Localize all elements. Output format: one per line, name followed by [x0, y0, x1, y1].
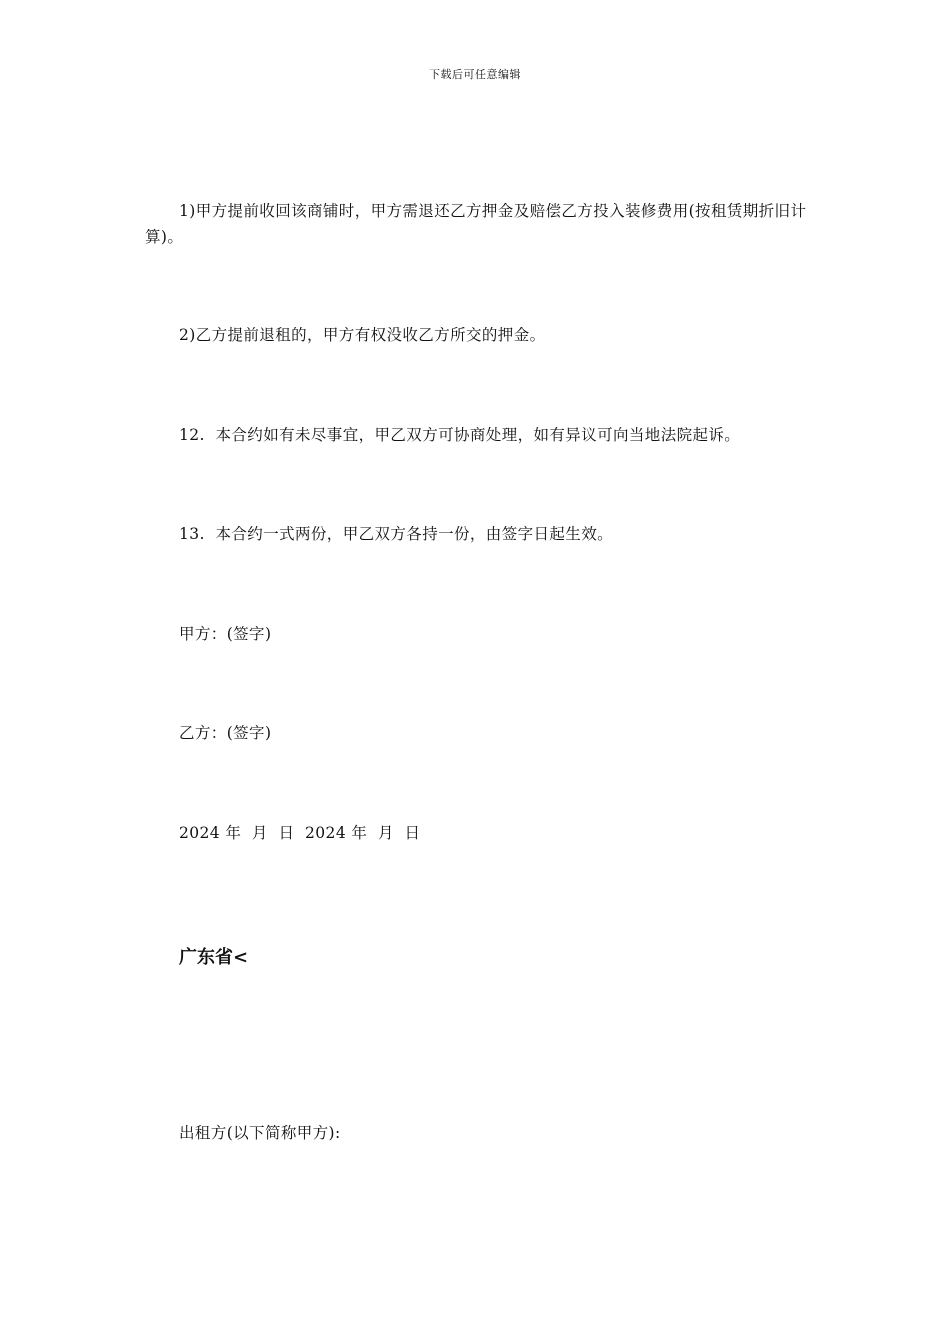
header-note: 下载后可任意编辑 [429, 68, 521, 81]
item-12-disputes: 12. 本合约如有未尽事宜，甲乙双方可协商处理，如有异议可向当地法院起诉。 [179, 426, 741, 444]
clause-1-early-termination-by-lessor: 1)甲方提前收回该商铺时，甲方需退还乙方押金及赔偿乙方投入装修费用(按租赁期折旧计算)。 [145, 202, 807, 246]
party-b-signature: 乙方：(签字) [179, 724, 272, 742]
signature-dates: 2024 年 月 日 2024 年 月 日 [179, 824, 421, 842]
section-title: 广东省< [179, 947, 249, 968]
item-13-copies: 13. 本合约一式两份，甲乙双方各持一份，由签字日起生效。 [179, 525, 614, 543]
clause-2-early-termination-by-lessee: 2)乙方提前退租的，甲方有权没收乙方所交的押金。 [179, 326, 546, 344]
lessor-label: 出租方(以下简称甲方): [179, 1124, 341, 1142]
party-a-signature: 甲方：(签字) [179, 625, 272, 643]
